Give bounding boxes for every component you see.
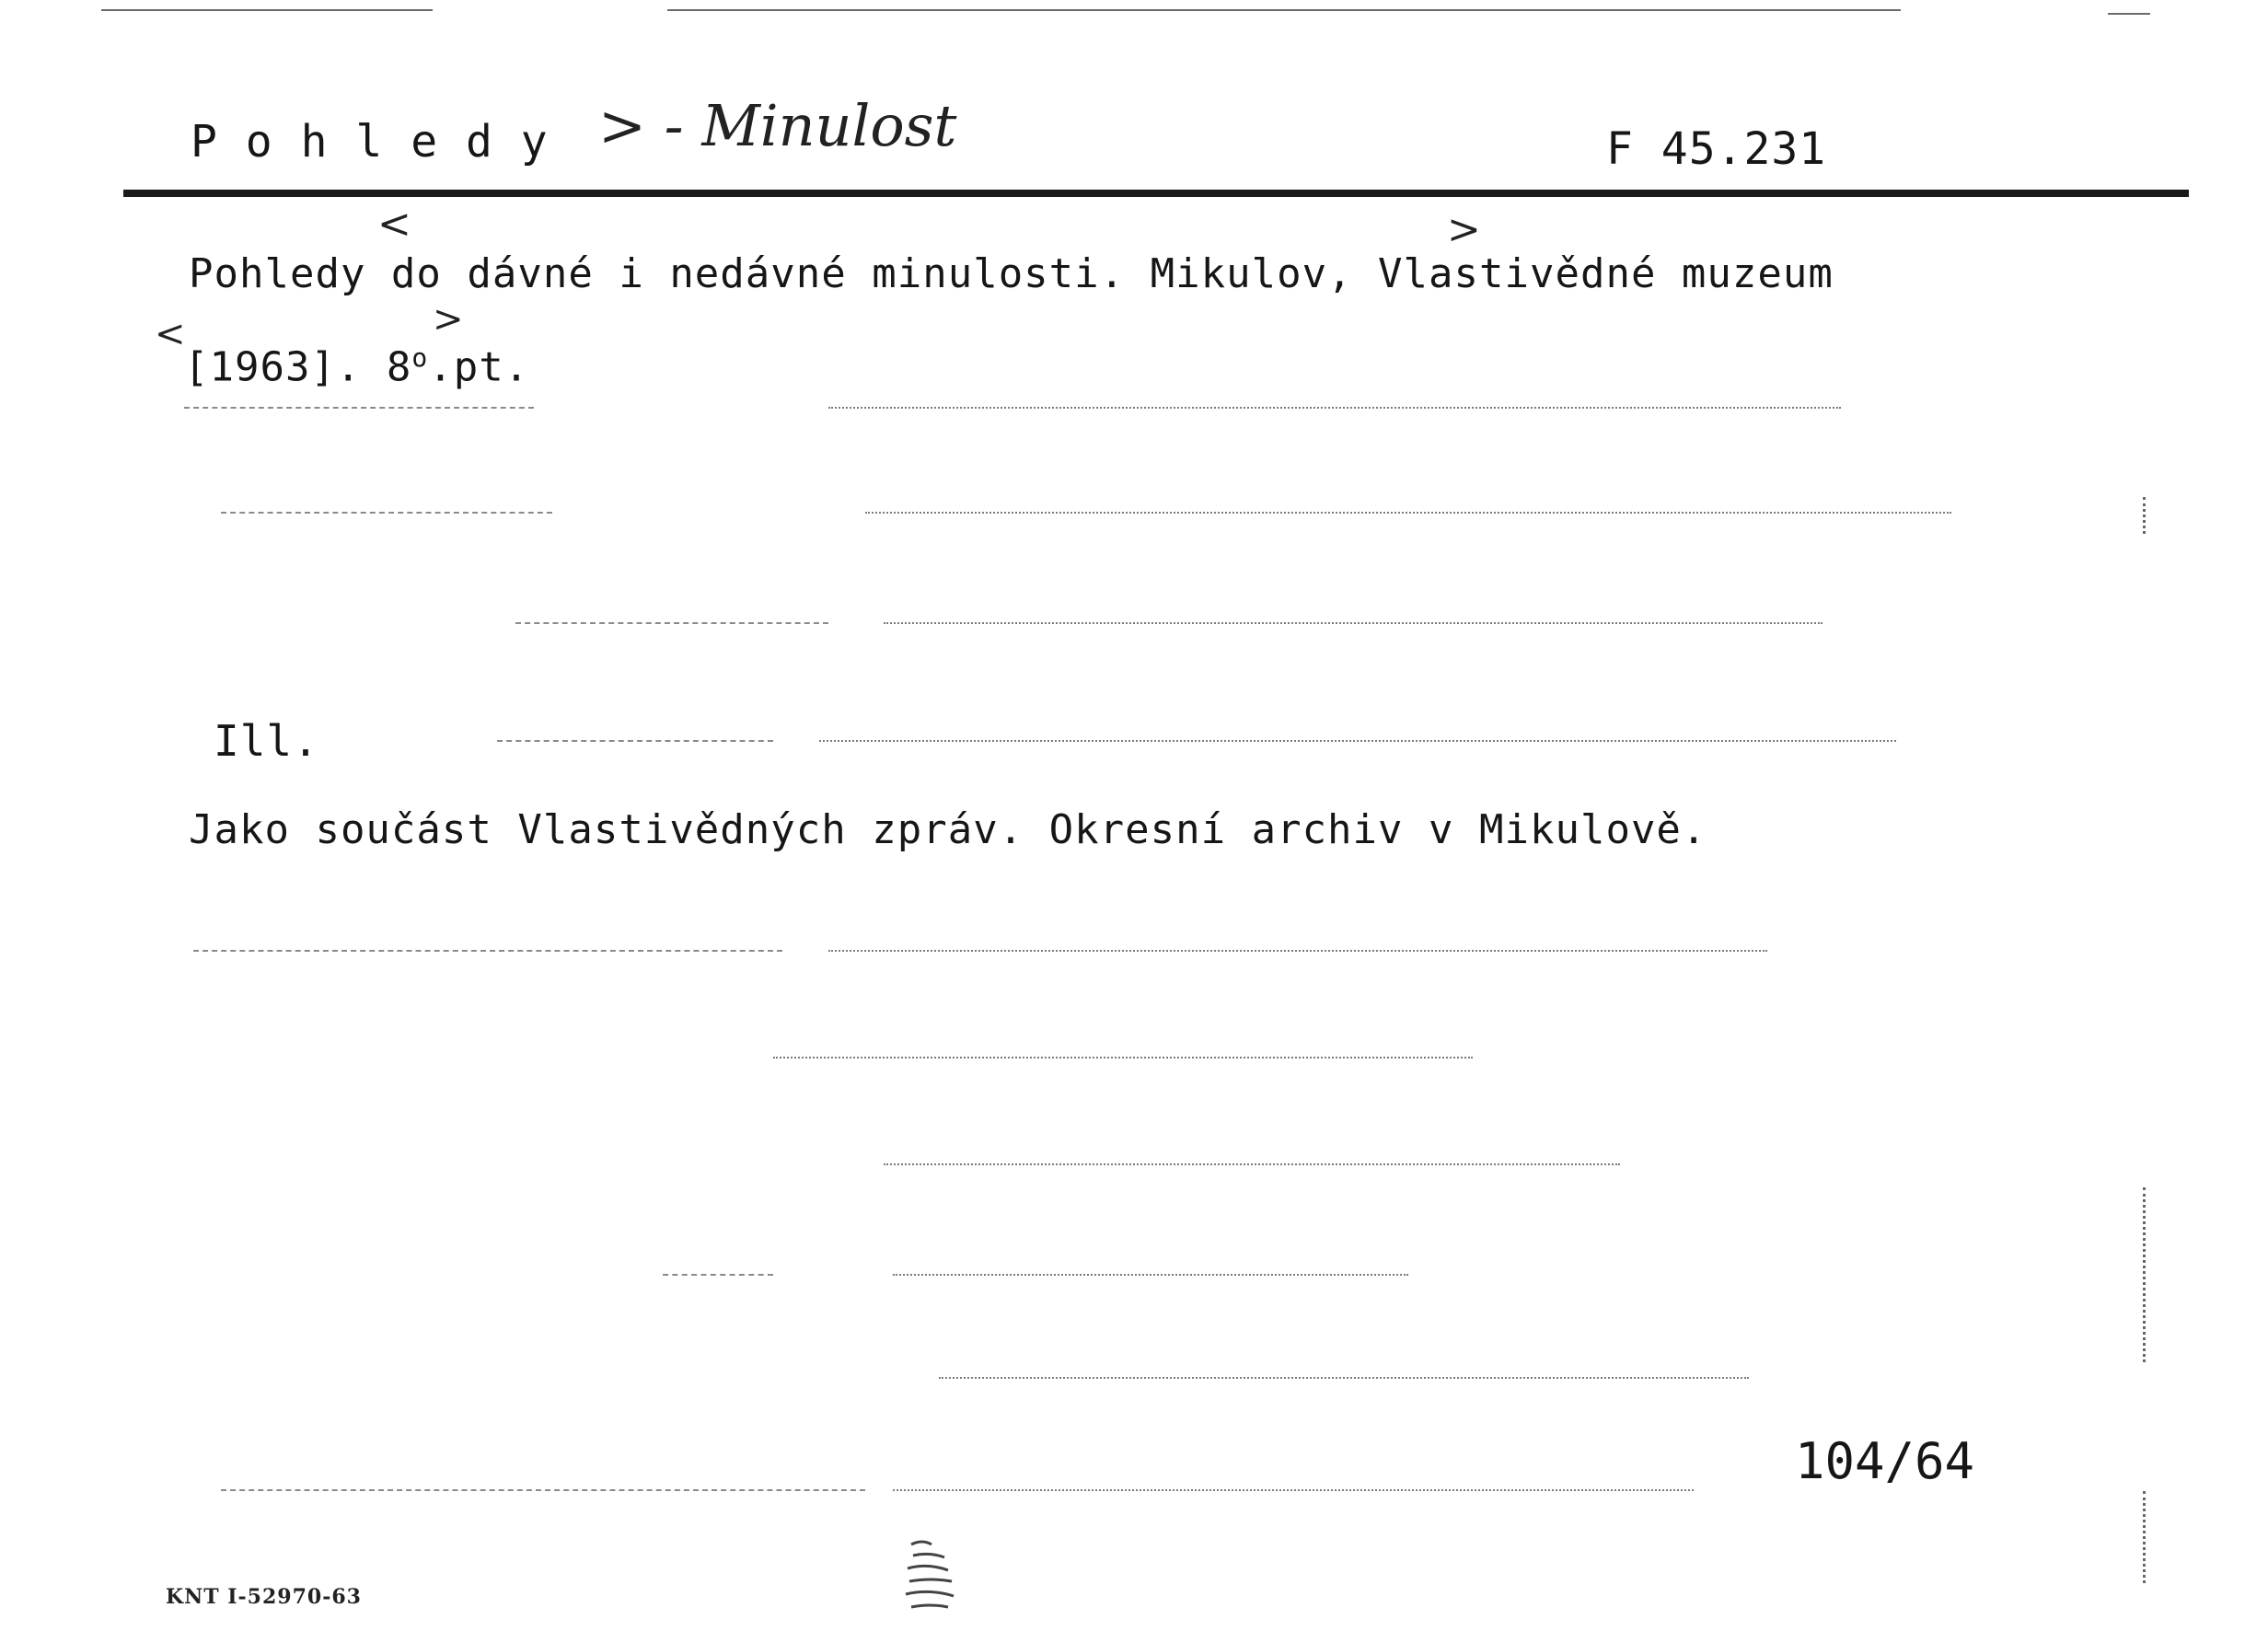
insert-mark-1: < [377,201,411,248]
subject-heading: P o h l e d y [191,116,549,168]
form-line [884,1163,1620,1165]
form-line-fragment [663,1274,773,1276]
entry-format-suffix: .pt. [428,343,530,391]
inventory-number: 104/64 [1795,1432,1975,1490]
form-line-fragment [221,1489,865,1491]
form-line [773,1057,1473,1058]
form-line [865,512,1951,514]
printer-code: KNT I-52970-63 [166,1585,362,1609]
illustrations-note: Ill. [214,716,319,766]
top-edge-rule-right [667,9,1901,11]
top-edge-rule-left [101,9,433,11]
form-line [939,1377,1749,1379]
entry-imprint-date: [1963]. 8 [184,343,412,391]
entry-imprint-line [184,342,529,391]
entry-title-line: Pohledy do dávné i nedávné minulosti. Mikulov, Vlastivědné muzeum [189,250,1834,297]
right-edge-perforation-lower [2143,1491,2146,1583]
form-line-fragment [221,512,552,514]
form-line [893,1274,1408,1276]
form-line [828,950,1767,952]
entry-format-superscript: o [411,342,429,373]
form-line [828,407,1841,409]
form-line-fragment [515,622,828,624]
insert-mark-4: < [155,313,186,355]
insert-mark-2: > [1447,206,1481,253]
insert-mark-3: > [433,298,464,341]
form-line [819,740,1896,742]
form-line-fragment [497,740,773,742]
form-line-fragment [193,950,782,952]
form-line [893,1489,1694,1491]
form-line-fragment [184,407,534,409]
right-edge-perforation-upper [2143,497,2146,534]
top-edge-mark [2108,13,2150,15]
series-note: Jako součást Vlastivědných zpráv. Okresní archiv v Mikulově. [189,806,1707,853]
subject-handwritten-addition: > - Minulost [598,92,957,159]
right-edge-perforation [2143,1187,2146,1362]
header-rule [123,190,2189,197]
stamp-icon [902,1537,966,1620]
call-number: F 45.231 [1606,123,1827,175]
form-line [884,622,1822,624]
